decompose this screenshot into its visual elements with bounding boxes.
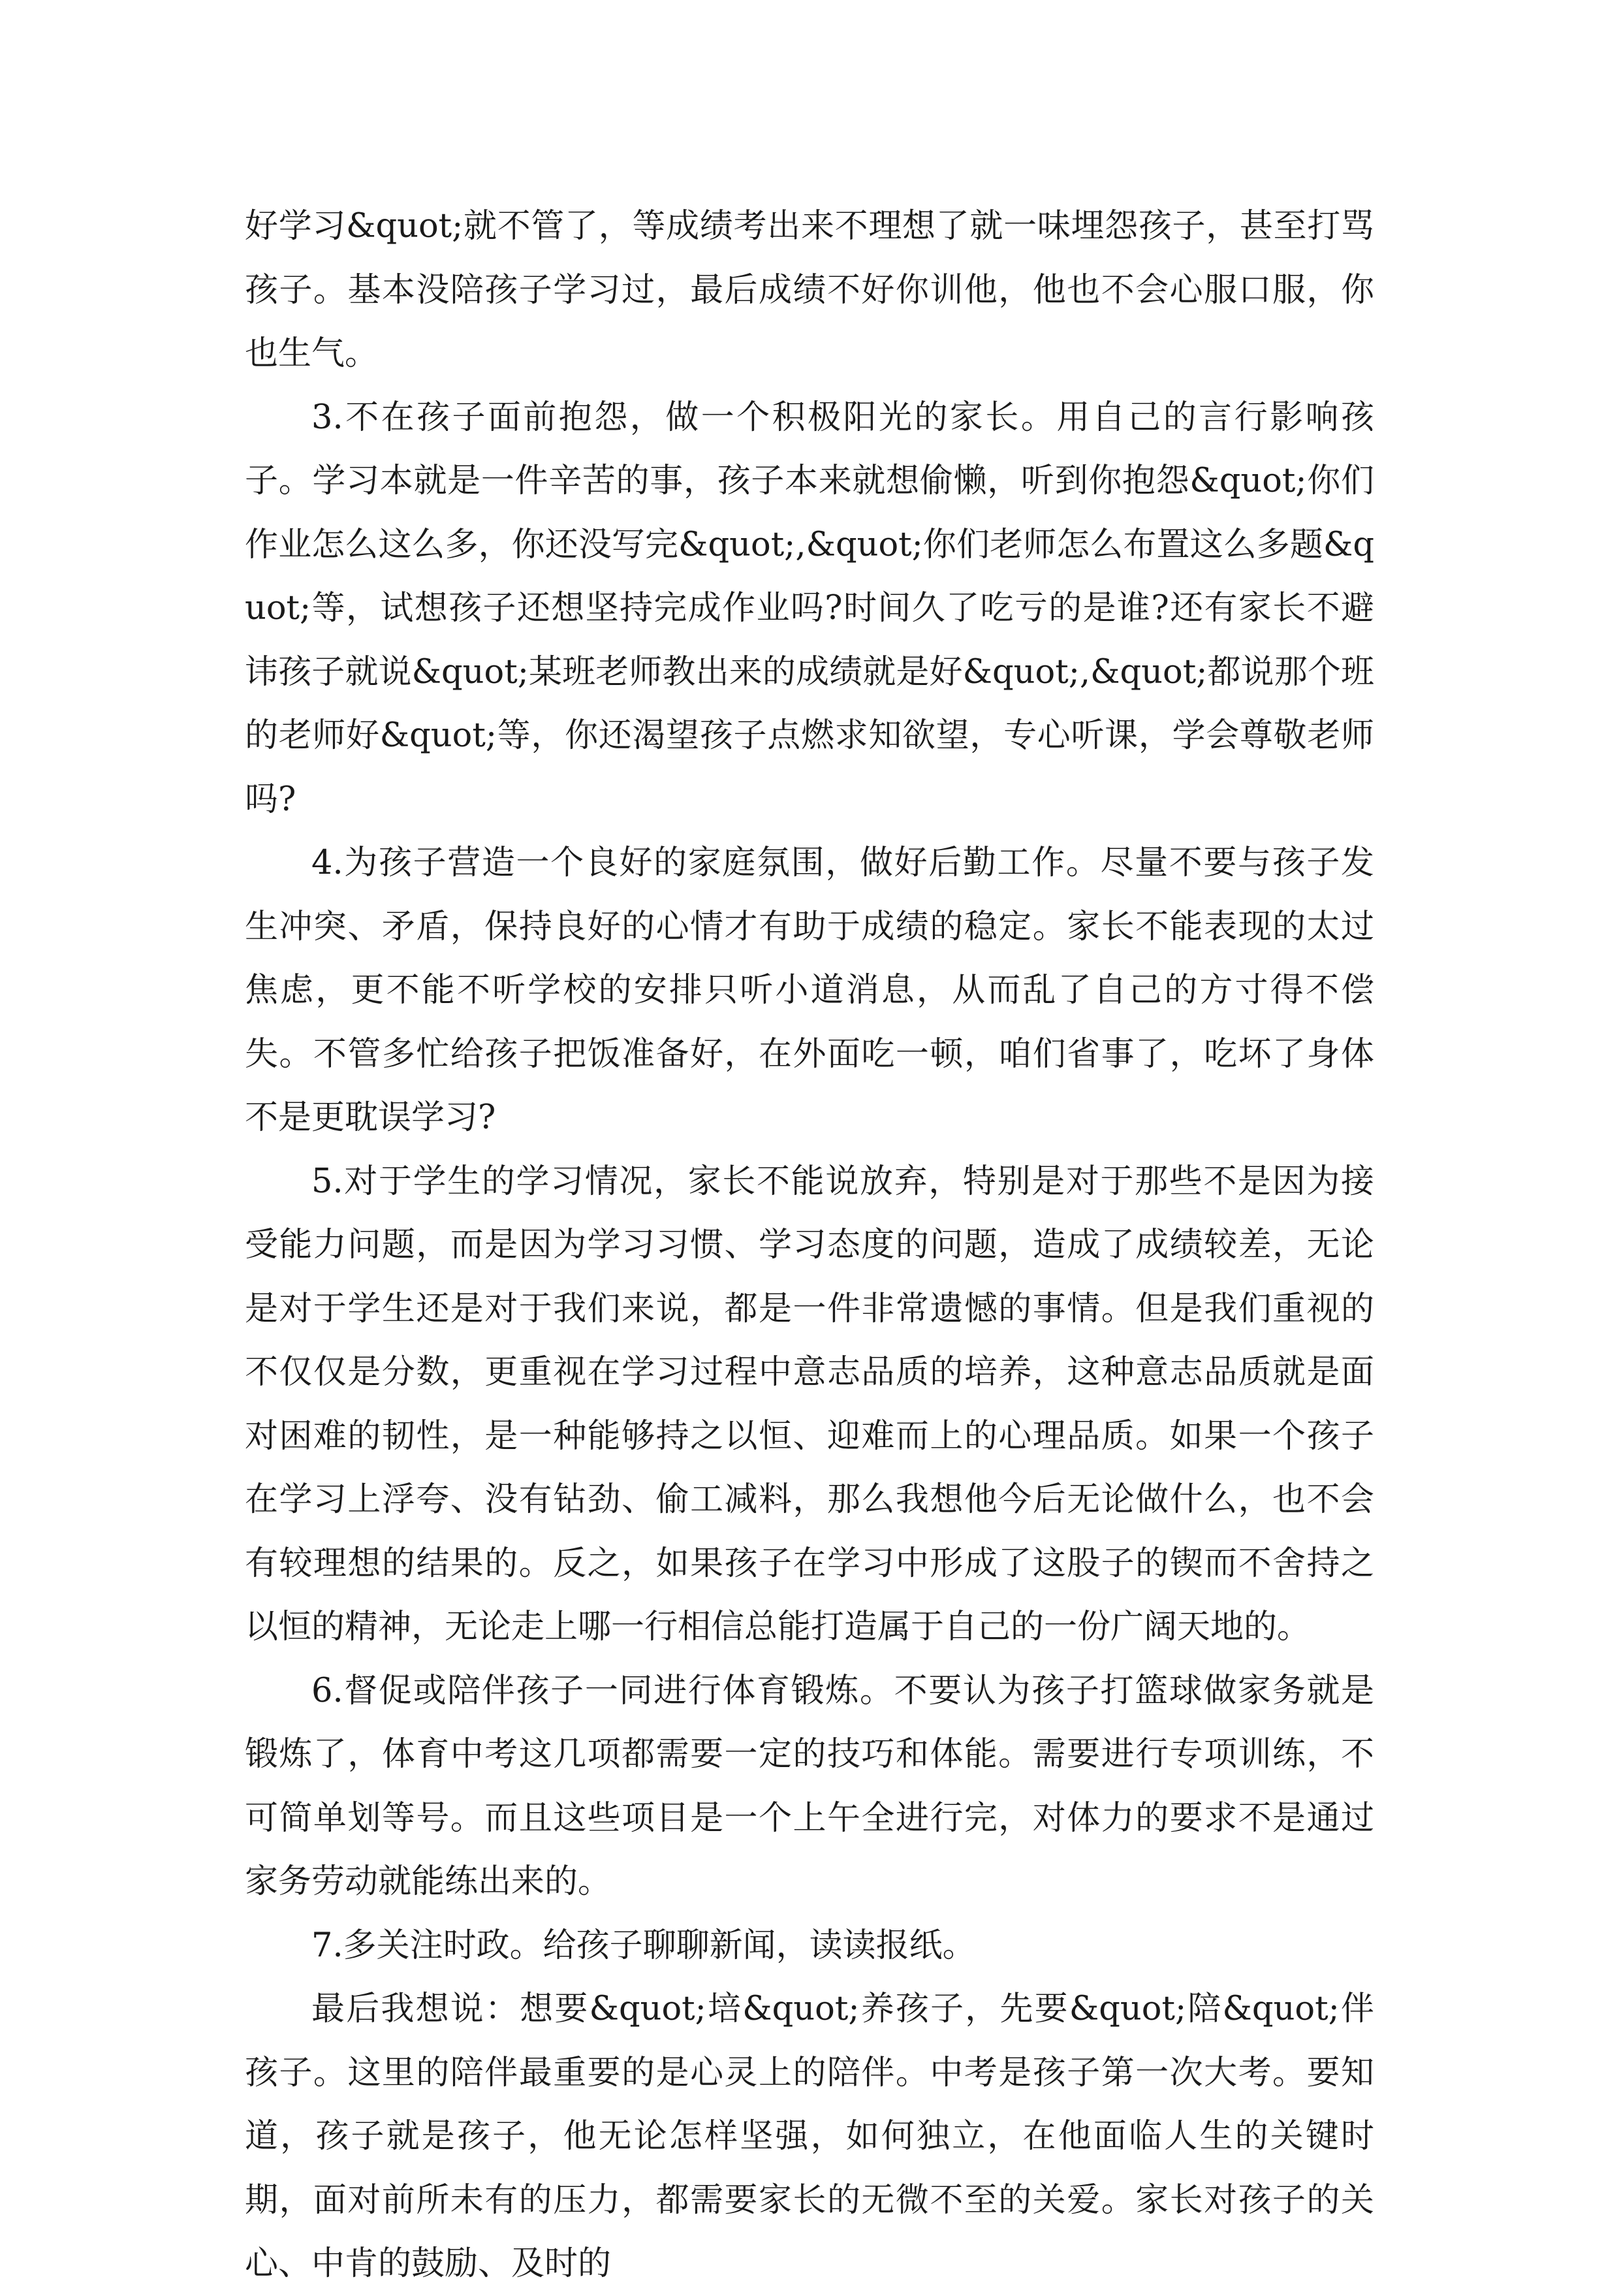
paragraph: 7.多关注时政。给孩子聊聊新闻，读读报纸。 xyxy=(311,1926,976,1965)
paragraph: 6.督促或陪伴孩子一同进行体育锻炼。不要认为孩子打篮球做家务就是锻炼了，体育中考这几项都需要一定的技巧和体能。需要进行专项训练，不可简单划等号。而且这些项目是一个上午全进行完，对体力的要求不是通过家务劳动就能练出来的。 xyxy=(245,1671,1374,1901)
paragraph: 4.为孩子营造一个良好的家庭氛围，做好后勤工作。尽量不要与孩子发生冲突、矛盾，保持良好的心情才有助于成绩的稳定。家长不能表现的太过焦虑，更不能不听学校的安排只听小道消息，从而乱了自己的方寸得不偿失。不管多忙给孩子把饭准备好，在外面吃一顿，咱们省事了，吃坏了身体不是更耽误学习? xyxy=(245,844,1374,1137)
paragraph: 最后我想说：想要&quot;培&quot;养孩子，先要&quot;陪&quot;伴孩子。这里的陪伴最重要的是心灵上的陪伴。中考是孩子第一次大考。要知道，孩子就是孩子，他无论怎样坚强，如何独立，在他面临人生的关键时期，面对前所未有的压力，都需要家长的无微不至的关爱。家长对孩子的关心、中肯的鼓励、及时的 xyxy=(245,1990,1374,2283)
paragraph: 5.对于学生的学习情况，家长不能说放弃，特别是对于那些不是因为接受能力问题，而是因为学习习惯、学习态度的问题，造成了成绩较差，无论是对于学生还是对于我们来说，都是一件非常遗憾的事情。但是我们重视的不仅仅是分数，更重视在学习过程中意志品质的培养，这种意志品质就是面对困难的韧性，是一种能够持之以恒、迎难而上的心理品质。如果一个孩子在学习上浮夸、没有钻劲、偷工减料，那么我想他今后无论做什么，也不会有较理想的结果的。反之，如果孩子在学习中形成了这股子的锲而不舍持之以恒的精神，无论走上哪一行相信总能打造属于自己的一份广阔天地的。 xyxy=(245,1162,1374,1646)
paragraph: 3.不在孩子面前抱怨，做一个积极阳光的家长。用自己的言行影响孩子。学习本就是一件辛苦的事，孩子本来就想偷懒，听到你抱怨&quot;你们作业怎么这么多，你还没写完&quot;,&quot;你们老师怎么布置这么多题&quot;等，试想孩子还想坚持完成作业吗?时间久了吃亏的是谁?还有家长不避讳孩子就说&quot;某班老师教出来的成绩就是好&quot;,&quot;都说那个班的老师好&quot;等，你还渴望孩子点燃求知欲望，专心听课，学会尊敬老师吗? xyxy=(245,398,1374,819)
paragraph: 好学习&quot;就不管了，等成绩考出来不理想了就一味埋怨孩子，甚至打骂孩子。基本没陪孩子学习过，最后成绩不好你训他，他也不会心服口服，你也生气。 xyxy=(245,207,1374,373)
